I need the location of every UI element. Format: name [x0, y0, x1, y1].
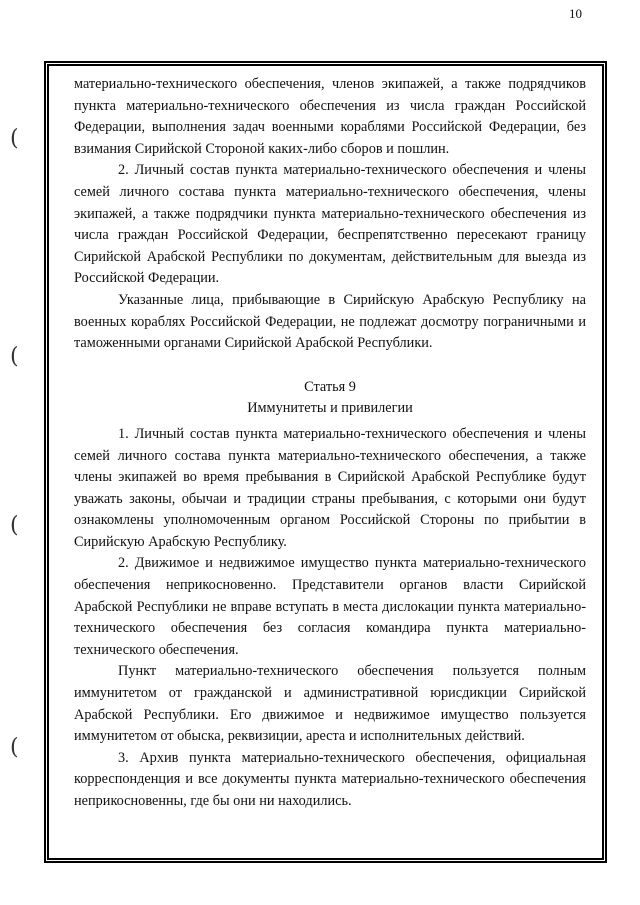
article-paragraph-2: 2. Движимое и недвижимое имущество пункта материально-технического обеспечения неприкосновенно. Представители органов власти Сирийской Арабской Республики не вправе вступать в места дислокации пункта материально-технического обеспечения без согласия командира пункта материально-технического обеспечения.	[74, 555, 586, 658]
paragraph-continuation: материально-технического обеспечения, членов экипажей, а также подрядчиков пункта материально-технического обеспечения из числа граждан Российской Федерации, выполнения задач военными кораблями Российской Федерации, без взимания Сирийской Стороной каких-либо сборов и пошлин.	[74, 76, 586, 157]
article-paragraph-1: 1. Личный состав пункта материально-технического обеспечения и члены семей личного состава пункта материально-технического обеспечения, а также члены экипажей во время пребывания в Сирийской Арабской Республике будут уважать законы, обычаи и традиции страны пребывания, с которыми они будут ознакомлены уполномоченным органом Российской Стороны по прибытии в Сирийскую Арабскую Республику.	[74, 425, 586, 550]
document-body	[74, 74, 586, 813]
margin-mark: (	[10, 735, 19, 760]
margin-mark: (	[10, 126, 19, 151]
article-paragraph-3: 3. Архив пункта материально-технического обеспечения, официальная корреспонденция и все документы пункта материально-технического обеспечения неприкосновенны, где бы они ни находились.	[74, 749, 586, 809]
margin-mark: (	[10, 513, 19, 538]
article-paragraph-immunity: Пункт материально-технического обеспечения пользуется полным иммунитетом от гражданской и административной юрисдикции Сирийской Арабской Республики. Его движимое и недвижимое имущество пользуется иммунитетом от обыска, реквизиции, ареста и исполнительных действий.	[74, 663, 586, 745]
paragraph-item-2: 2. Личный состав пункта материально-технического обеспечения и члены семей личного состава пункта материально-технического обеспечения, члены экипажей, а также подрядчики пункта материально-технического обеспечения из числа граждан Российской Федерации, беспрепятственно пересекают границу Сирийской Арабской Республики по документам, действительным для выезда из Российской Федерации.	[74, 162, 586, 287]
article-number: Статья 9	[304, 378, 356, 395]
margin-mark: (	[10, 344, 19, 369]
page-number: 10	[569, 6, 582, 21]
paragraph-persons-arriving: Указанные лица, прибывающие в Сирийскую Арабскую Республику на военных кораблях Российской Федерации, не подлежат досмотру пограничными и таможенными органами Сирийской Арабской Республики.	[74, 291, 586, 352]
article-title: Иммунитеты и привилегии	[247, 400, 413, 417]
